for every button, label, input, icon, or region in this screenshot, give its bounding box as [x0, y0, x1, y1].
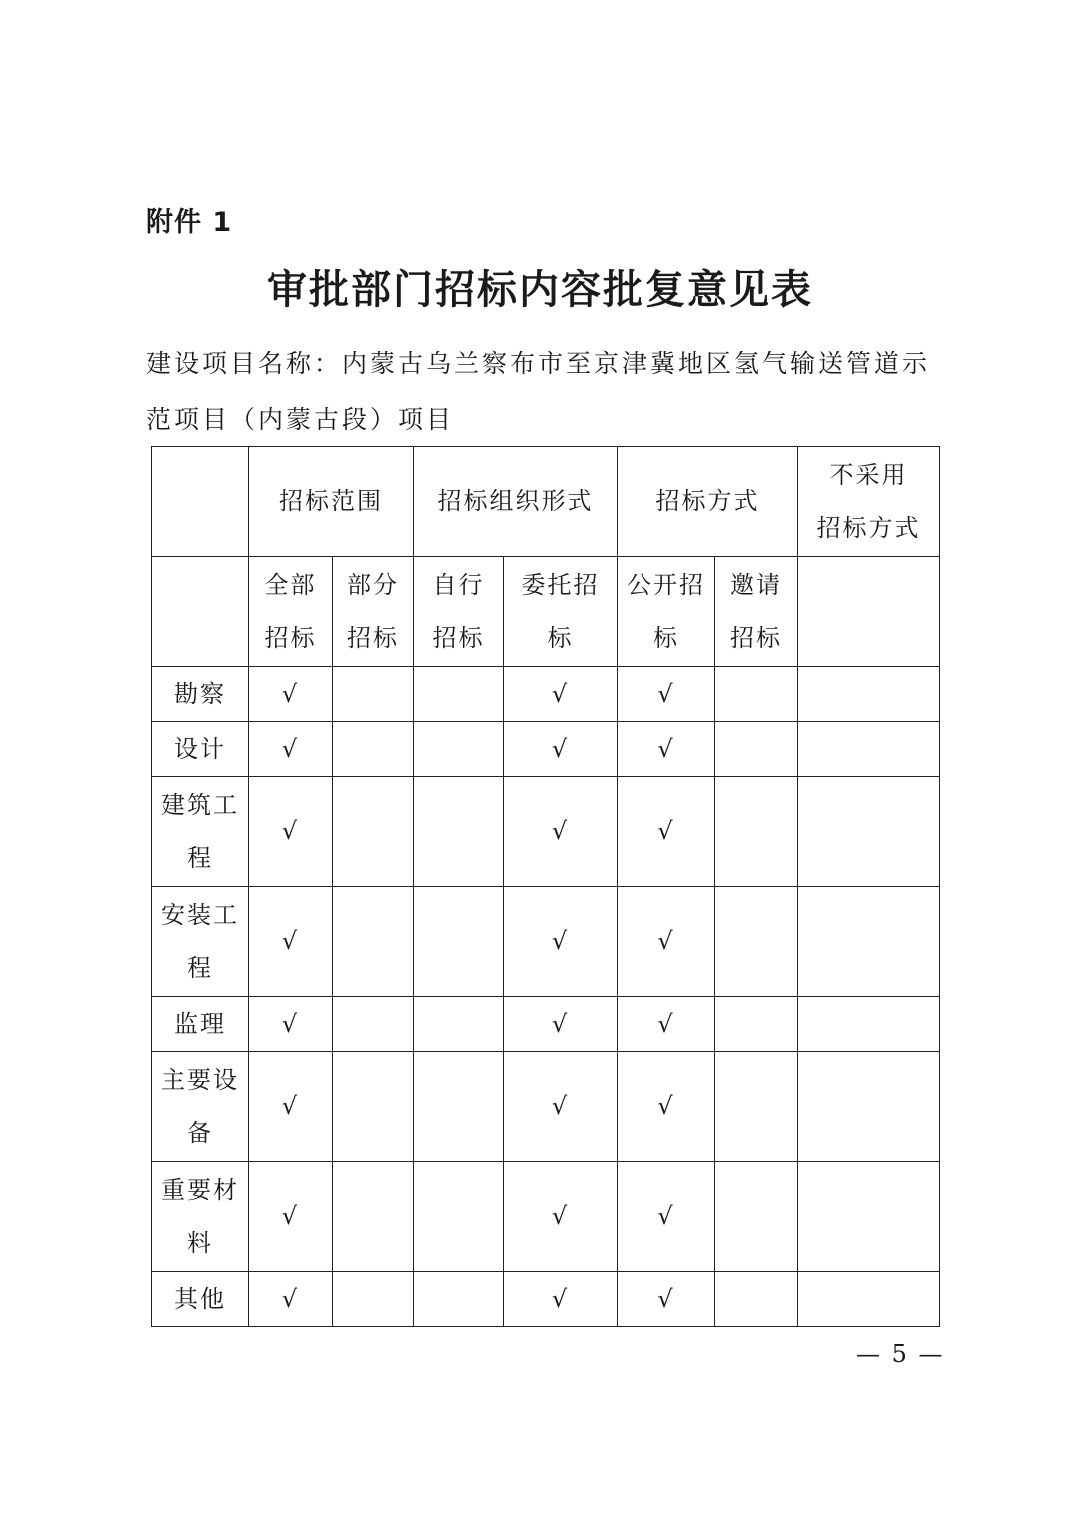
cell-entrusted: √: [504, 1272, 618, 1327]
subheader-self-line1: 自行: [432, 570, 485, 599]
cell-open: √: [618, 667, 715, 722]
cell-full: √: [249, 1052, 333, 1162]
header-organization: 招标组织形式: [414, 447, 618, 557]
table-row: [152, 667, 940, 722]
cell-open: √: [618, 1272, 715, 1327]
cell-full: √: [249, 997, 333, 1052]
table-row: [152, 997, 940, 1052]
subheader-partial-line1: 部分: [347, 570, 399, 599]
subheader-full-line2: 招标: [264, 623, 317, 652]
cell-full: √: [249, 667, 333, 722]
project-name: [146, 336, 946, 448]
row-label-line1: 重要材: [161, 1175, 239, 1204]
row-label-line1: 安装工: [161, 900, 239, 929]
subheader-invited-line2: 招标: [730, 623, 782, 652]
subheader-self: [414, 557, 504, 667]
subheader-invited-line1: 邀请: [730, 570, 782, 599]
subheader-full: [249, 557, 333, 667]
row-label: [152, 1052, 249, 1162]
header-no-bid: [798, 447, 940, 557]
sub-header-row: [152, 557, 940, 667]
cell-entrusted: √: [504, 1052, 618, 1162]
cell-open: √: [618, 997, 715, 1052]
row-label: [152, 1162, 249, 1272]
row-label-line2: 程: [187, 953, 213, 982]
cell-entrusted: √: [504, 777, 618, 887]
subheader-no-bid-cell: [798, 557, 940, 667]
table-row: [152, 887, 940, 997]
header-scope: 招标范围: [249, 447, 414, 557]
subheader-open: [618, 557, 715, 667]
cell-entrusted: √: [504, 887, 618, 997]
cell-open: √: [618, 777, 715, 887]
cell-self: [414, 887, 504, 997]
cell-invited: [715, 722, 798, 777]
cell-open: √: [618, 1052, 715, 1162]
row-label: [152, 1272, 249, 1327]
cell-self: [414, 1052, 504, 1162]
header-no-bid-line2: 招标方式: [816, 513, 921, 542]
cell-partial: [333, 1162, 414, 1272]
row-label-line1: 设计: [174, 734, 226, 763]
subheader-full-line1: 全部: [264, 570, 317, 599]
cell-no-bid: [798, 1052, 940, 1162]
subheader-entrusted: [504, 557, 618, 667]
row-label-line1: 主要设: [161, 1065, 239, 1094]
subheader-blank-cell: [152, 557, 249, 667]
cell-no-bid: [798, 777, 940, 887]
cell-invited: [715, 887, 798, 997]
cell-no-bid: [798, 722, 940, 777]
cell-entrusted: √: [504, 667, 618, 722]
cell-open: √: [618, 887, 715, 997]
cell-entrusted: √: [504, 1162, 618, 1272]
attachment-label: 附件 1: [146, 207, 233, 238]
header-no-bid-line1: 不采用: [829, 460, 908, 489]
row-label-line2: 程: [187, 843, 213, 872]
table-row: [152, 777, 940, 887]
cell-partial: [333, 887, 414, 997]
row-label-line1: 建筑工: [161, 790, 239, 819]
row-label-line1: 其他: [174, 1284, 226, 1313]
row-label: [152, 667, 249, 722]
cell-full: √: [249, 1162, 333, 1272]
group-header-row: [152, 447, 940, 557]
row-label-line2: 料: [187, 1228, 213, 1257]
cell-partial: [333, 777, 414, 887]
row-label: [152, 997, 249, 1052]
page-number: — 5 —: [856, 1340, 945, 1368]
cell-invited: [715, 997, 798, 1052]
table-row: [152, 722, 940, 777]
table-row: [152, 1162, 940, 1272]
subheader-entrusted-line1: 委托招: [521, 570, 600, 599]
row-label-line1: 监理: [174, 1009, 226, 1038]
cell-invited: [715, 667, 798, 722]
subheader-partial-line2: 招标: [347, 623, 399, 652]
cell-self: [414, 1272, 504, 1327]
project-name-value: 内蒙古乌兰察布市至京津冀地区氢气输送管道示范项目（内蒙古段）项目: [146, 349, 931, 434]
cell-no-bid: [798, 887, 940, 997]
row-label: [152, 722, 249, 777]
cell-no-bid: [798, 1162, 940, 1272]
document-title: 审批部门招标内容批复意见表: [267, 266, 813, 313]
subheader-self-line2: 招标: [432, 623, 485, 652]
cell-invited: [715, 777, 798, 887]
cell-full: √: [249, 722, 333, 777]
subheader-entrusted-line2: 标: [547, 623, 574, 652]
row-label-line2: 备: [187, 1118, 213, 1147]
cell-entrusted: √: [504, 722, 618, 777]
cell-partial: [333, 1272, 414, 1327]
cell-self: [414, 722, 504, 777]
cell-invited: [715, 1272, 798, 1327]
cell-invited: [715, 1052, 798, 1162]
cell-partial: [333, 722, 414, 777]
cell-self: [414, 777, 504, 887]
cell-no-bid: [798, 1272, 940, 1327]
cell-partial: [333, 1052, 414, 1162]
project-name-label: 建设项目名称：: [146, 349, 343, 378]
table-row: [152, 1052, 940, 1162]
bidding-approval-table: [151, 446, 940, 1327]
cell-no-bid: [798, 997, 940, 1052]
cell-partial: [333, 667, 414, 722]
table-row: [152, 1272, 940, 1327]
row-label: [152, 887, 249, 997]
subheader-partial: [333, 557, 414, 667]
cell-open: √: [618, 1162, 715, 1272]
cell-self: [414, 1162, 504, 1272]
subheader-invited: [715, 557, 798, 667]
cell-full: √: [249, 777, 333, 887]
cell-full: √: [249, 887, 333, 997]
cell-entrusted: √: [504, 997, 618, 1052]
header-blank-cell: [152, 447, 249, 557]
cell-self: [414, 667, 504, 722]
row-label-line1: 勘察: [174, 679, 226, 708]
cell-open: √: [618, 722, 715, 777]
cell-invited: [715, 1162, 798, 1272]
header-method: 招标方式: [618, 447, 798, 557]
row-label: [152, 777, 249, 887]
subheader-open-line1: 公开招: [627, 570, 705, 599]
subheader-open-line2: 标: [653, 623, 679, 652]
cell-partial: [333, 997, 414, 1052]
cell-full: √: [249, 1272, 333, 1327]
cell-self: [414, 997, 504, 1052]
cell-no-bid: [798, 667, 940, 722]
